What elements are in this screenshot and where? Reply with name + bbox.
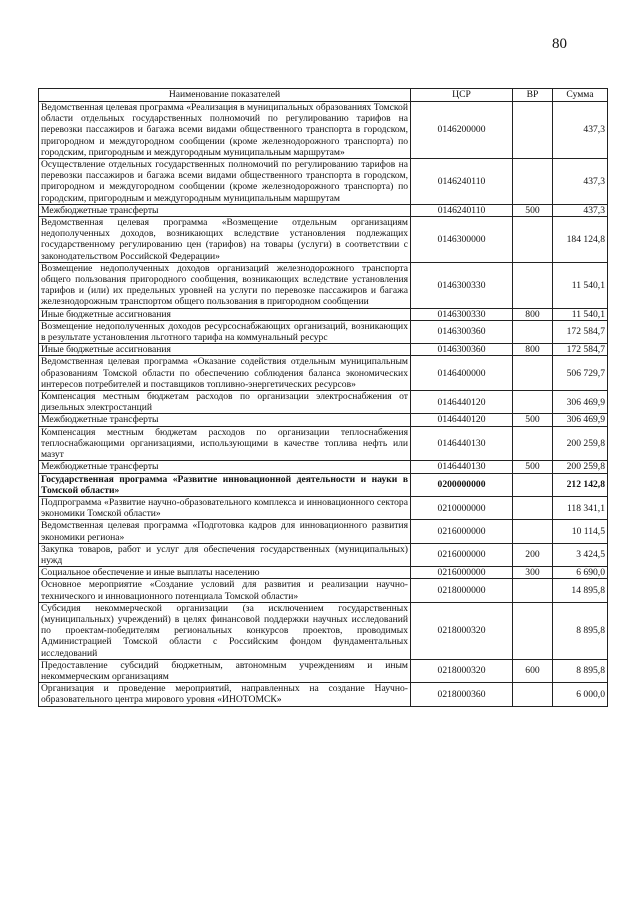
table-row	[39, 414, 608, 426]
table-row	[39, 683, 608, 706]
table-row	[39, 344, 608, 356]
cell-name: Организация и проведение мероприятий, направленных на создание Научно-образовательного центра мирового уровня «ИНОТОМСК»	[39, 683, 411, 706]
table-row	[39, 567, 608, 579]
cell-sum: 3 424,5	[553, 543, 608, 566]
cell-csr: 0146440120	[411, 414, 513, 426]
header-sum: Сумма	[553, 89, 608, 102]
cell-name: Субсидия некоммерческой организации (за исключением государственных (муниципальных) учреждений) в целях финансовой поддержки научных исследований по проектам-победителям региональных конкурсов проектов, проводимых Администрацией Томской области с Российским фондом фундаментальных исследований	[39, 602, 411, 659]
cell-csr: 0210000000	[411, 496, 513, 519]
cell-vr	[513, 602, 553, 659]
cell-sum: 172 584,7	[553, 344, 608, 356]
cell-sum: 200 259,8	[553, 461, 608, 473]
cell-vr: 800	[513, 344, 553, 356]
cell-name: Ведомственная целевая программа «Оказание содействия отдельным муниципальным образованиям Томской области по обеспечению соблюдения баланса экономических интересов потребителей и поставщиков топливно-энергетических ресурсов»	[39, 356, 411, 391]
cell-vr: 500	[513, 204, 553, 216]
cell-vr	[513, 356, 553, 391]
cell-csr: 0216000000	[411, 567, 513, 579]
cell-csr: 0216000000	[411, 520, 513, 543]
table-row	[39, 320, 608, 343]
cell-csr: 0200000000	[411, 473, 513, 496]
cell-sum: 200 259,8	[553, 426, 608, 461]
cell-sum: 184 124,8	[553, 217, 608, 263]
budget-table	[38, 88, 608, 707]
table-row	[39, 391, 608, 414]
cell-name: Предоставление субсидий бюджетным, автономным учреждениям и иным некоммерческим организациям	[39, 659, 411, 682]
cell-name: Осуществление отдельных государственных полномочий по регулированию тарифов на перевозки пассажиров и багажа всеми видами общественного транспорта в городском, пригородном и междугородном сообщении (кроме железнодорожного транспорта) по городским, пригородным и междугородным муниципальным маршрутам	[39, 159, 411, 205]
table-row	[39, 473, 608, 496]
cell-csr: 0216000000	[411, 543, 513, 566]
cell-vr: 800	[513, 308, 553, 320]
cell-vr	[513, 473, 553, 496]
page-number: 80	[552, 36, 567, 52]
cell-sum: 118 341,1	[553, 496, 608, 519]
cell-name: Иные бюджетные ассигнования	[39, 308, 411, 320]
table-row	[39, 543, 608, 566]
header-name: Наименование показателей	[39, 89, 411, 102]
cell-sum: 306 469,9	[553, 414, 608, 426]
cell-sum: 14 895,8	[553, 579, 608, 602]
cell-csr: 0146440120	[411, 391, 513, 414]
cell-vr: 600	[513, 659, 553, 682]
cell-name: Иные бюджетные ассигнования	[39, 344, 411, 356]
table-row	[39, 356, 608, 391]
cell-sum: 437,3	[553, 204, 608, 216]
cell-csr: 0146240110	[411, 204, 513, 216]
cell-sum: 11 540,1	[553, 308, 608, 320]
cell-vr	[513, 391, 553, 414]
cell-vr: 300	[513, 567, 553, 579]
cell-sum: 506 729,7	[553, 356, 608, 391]
cell-sum: 437,3	[553, 102, 608, 159]
table-row	[39, 659, 608, 682]
header-csr: ЦСР	[411, 89, 513, 102]
cell-vr: 500	[513, 414, 553, 426]
cell-vr	[513, 426, 553, 461]
cell-name: Возмещение недополученных доходов организаций железнодорожного транспорта общего пользования пригородного сообщения, возникающих вследствие установления тарифов и (или) их предельных уровней на услуги по перевозке пассажиров и багажа железнодорожным транспортом общего пользования в пригородном сообщении	[39, 262, 411, 308]
cell-vr	[513, 496, 553, 519]
cell-sum: 437,3	[553, 159, 608, 205]
table-header-row	[39, 89, 608, 102]
cell-csr: 0146400000	[411, 356, 513, 391]
cell-vr	[513, 320, 553, 343]
cell-name: Межбюджетные трансферты	[39, 204, 411, 216]
cell-name: Социальное обеспечение и иные выплаты населению	[39, 567, 411, 579]
cell-name: Компенсация местным бюджетам расходов по организации теплоснабжения теплоснабжающими организациями, использующими в качестве топлива нефть или мазут	[39, 426, 411, 461]
cell-csr: 0146200000	[411, 102, 513, 159]
table-row	[39, 579, 608, 602]
cell-name: Возмещение недополученных доходов ресурсоснабжающих организаций, возникающих в результате установления льготного тарифа на коммунальный ресурс	[39, 320, 411, 343]
cell-csr: 0146440130	[411, 426, 513, 461]
cell-sum: 172 584,7	[553, 320, 608, 343]
cell-csr: 0146300360	[411, 344, 513, 356]
table-row	[39, 461, 608, 473]
table-body	[39, 102, 608, 707]
cell-csr: 0146300330	[411, 262, 513, 308]
cell-vr	[513, 579, 553, 602]
cell-name: Государственная программа «Развитие инновационной деятельности и науки в Томской области»	[39, 473, 411, 496]
cell-vr	[513, 102, 553, 159]
cell-name: Закупка товаров, работ и услуг для обеспечения государственных (муниципальных) нужд	[39, 543, 411, 566]
cell-csr: 0218000360	[411, 683, 513, 706]
cell-vr	[513, 217, 553, 263]
cell-vr	[513, 159, 553, 205]
cell-sum: 11 540,1	[553, 262, 608, 308]
cell-sum: 6 690,0	[553, 567, 608, 579]
cell-sum: 10 114,5	[553, 520, 608, 543]
table-row	[39, 217, 608, 263]
cell-vr	[513, 683, 553, 706]
table-row	[39, 496, 608, 519]
cell-csr: 0146440130	[411, 461, 513, 473]
cell-name: Компенсация местным бюджетам расходов по организации электроснабжения от дизельных электростанций	[39, 391, 411, 414]
table-row	[39, 204, 608, 216]
cell-vr: 200	[513, 543, 553, 566]
cell-sum: 8 895,8	[553, 602, 608, 659]
header-vr: ВР	[513, 89, 553, 102]
cell-vr	[513, 520, 553, 543]
cell-name: Межбюджетные трансферты	[39, 461, 411, 473]
cell-csr: 0146300360	[411, 320, 513, 343]
table-row	[39, 262, 608, 308]
table-row	[39, 602, 608, 659]
cell-csr: 0146300330	[411, 308, 513, 320]
cell-sum: 6 000,0	[553, 683, 608, 706]
cell-csr: 0146300000	[411, 217, 513, 263]
cell-name: Ведомственная целевая программа «Возмещение отдельным организациям недополученных доходов, возникающих вследствие установления подлежащих государственному регулированию цен (тарифов) на товары (услуги) в соответствии с законодательством Российской Федерации»	[39, 217, 411, 263]
cell-csr: 0218000320	[411, 602, 513, 659]
cell-name: Подпрограмма «Развитие научно-образовательного комплекса и инновационного сектора экономики Томской области»	[39, 496, 411, 519]
cell-csr: 0218000000	[411, 579, 513, 602]
cell-name: Основное мероприятие «Создание условий для развития и реализации научно-технического и инновационного потенциала Томской области»	[39, 579, 411, 602]
table-row	[39, 308, 608, 320]
cell-name: Ведомственная целевая программа «Реализация в муниципальных образованиях Томской области отдельных государственных полномочий по регулированию тарифов на перевозки пассажиров и багажа всеми видами общественного транспорта в городском, пригородном и междугородном сообщении (кроме железнодорожного транспорта) по городским, пригородным и междугородным муниципальным маршрутам»	[39, 102, 411, 159]
cell-vr: 500	[513, 461, 553, 473]
table-row	[39, 426, 608, 461]
cell-name: Межбюджетные трансферты	[39, 414, 411, 426]
cell-sum: 8 895,8	[553, 659, 608, 682]
cell-sum: 212 142,8	[553, 473, 608, 496]
table-row	[39, 520, 608, 543]
cell-vr	[513, 262, 553, 308]
cell-csr: 0146240110	[411, 159, 513, 205]
cell-name: Ведомственная целевая программа «Подготовка кадров для инновационного развития экономики региона»	[39, 520, 411, 543]
table-row	[39, 159, 608, 205]
cell-csr: 0218000320	[411, 659, 513, 682]
cell-sum: 306 469,9	[553, 391, 608, 414]
table-row	[39, 102, 608, 159]
